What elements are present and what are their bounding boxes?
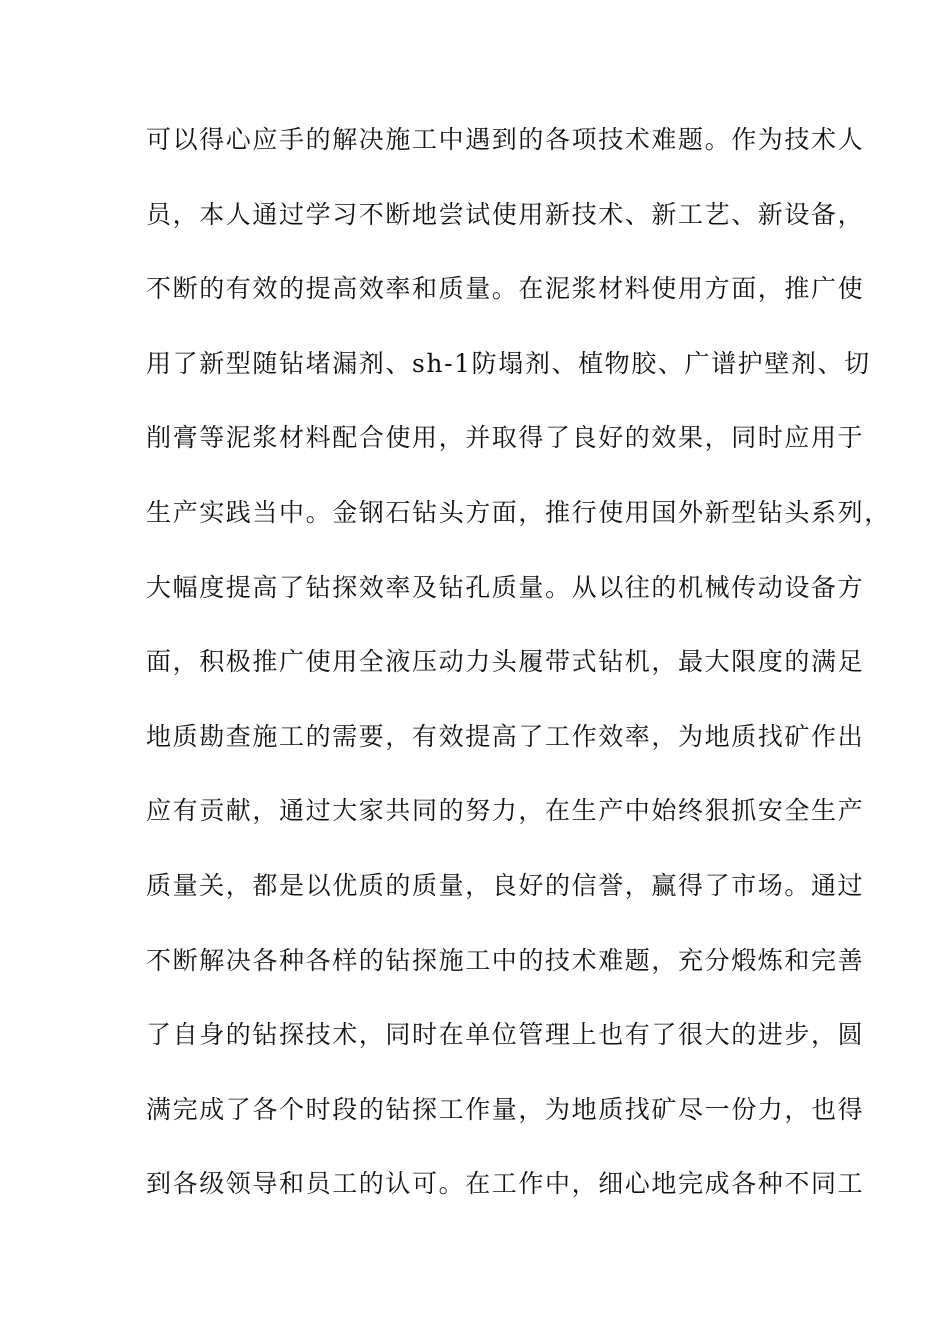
text-line: 了自身的钻探技术，同时在单位管理上也有了很大的进步，圆 (146, 1020, 865, 1050)
text-line: 大幅度提高了钻探效率及钻孔质量。从以往的机械传动设备方 (146, 572, 865, 602)
text-line: 削膏等泥浆材料配合使用，并取得了良好的效果，同时应用于 (146, 423, 865, 453)
text-line: 到各级领导和员工的认可。在工作中，细心地完成各种不同工 (146, 1169, 865, 1199)
text-line: 面，积极推广使用全液压动力头履带式钻机，最大限度的满足 (146, 647, 865, 677)
text-line: 员，本人通过学习不断地尝试使用新技术、新工艺、新设备， (146, 199, 865, 229)
text-line: 不断的有效的提高效率和质量。在泥浆材料使用方面，推广使 (146, 274, 865, 304)
text-line: 可以得心应手的解决施工中遇到的各项技术难题。作为技术人 (146, 125, 865, 154)
text-line: 不断解决各种各样的钻探施工中的技术难题，充分煅炼和完善 (146, 945, 865, 975)
text-line: 用了新型随钻堵漏剂、sh-1防塌剂、植物胶、广谱护壁剂、切 (146, 348, 871, 378)
body-paragraph (146, 120, 891, 1239)
text-line: 应有贡献，通过大家共同的努力，在生产中始终狠抓安全生产 (146, 796, 865, 826)
text-line: 生产实践当中。金钢石钻头方面，推行使用国外新型钻头系列， (146, 497, 891, 527)
text-line: 满完成了各个时段的钻探工作量，为地质找矿尽一份力，也得 (146, 1094, 865, 1124)
text-line: 地质勘查施工的需要，有效提高了工作效率，为地质找矿作出 (146, 721, 865, 751)
text-line: 质量关，都是以优质的质量，良好的信誉，赢得了市场。通过 (146, 870, 865, 900)
